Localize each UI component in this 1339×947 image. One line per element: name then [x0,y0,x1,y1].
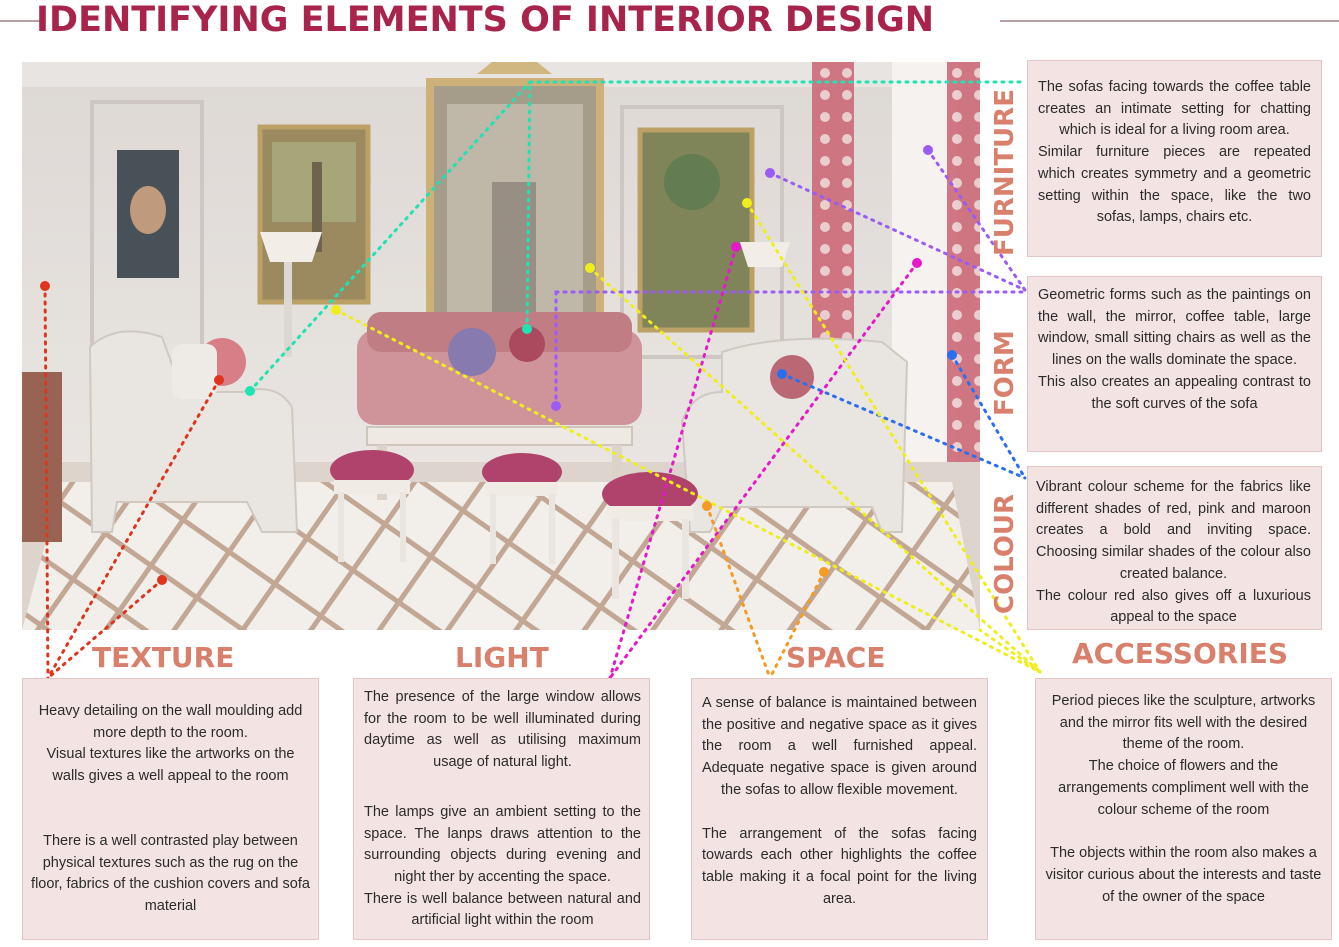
form-text-1: Geometric forms such as the paintings on the wall, the mirror, coffee table, large window, small sitting chairs as well as the lines on the walls dominate the space. [1038,287,1311,369]
living-room-photo [22,62,980,630]
colour-heading: COLOUR [990,493,1020,614]
texture-text-3: There is a well contrasted play between physical textures such as the rug on the floor, fabrics of the cushion covers and sofa material [31,832,310,914]
light-text-2: The lamps give an ambient setting to the space. The lanps draws attention to the surrounding objects during evening and night ther by accenting the space. [364,803,641,885]
accessories-box [1035,678,1332,940]
furniture-heading: FURNITURE [990,89,1020,256]
accessories-heading: ACCESSORIES [1072,637,1289,670]
space-text-1: A sense of balance is maintained between the positive and negative space as it gives the room a well furnished appeal. Adequate negative space is given around the sofas to allow flexible movement. [702,695,977,798]
form-box [1027,276,1322,452]
light-text-3: There is well balance between natural and artificial light within the room [364,890,641,929]
form-heading: FORM [990,330,1020,416]
accessories-text-1: Period pieces like the sculpture, artworks and the mirror fits well with the desired theme of the room. [1051,693,1316,753]
form-text-2: This also creates an appealing contrast to the soft curves of the sofa [1038,373,1311,412]
colour-box [1027,466,1322,630]
texture-box [22,678,319,940]
accessories-text-3: The objects within the room also makes a visitor curious about the interests and taste of the owner of the space [1045,845,1322,905]
colour-text-1: Vibrant colour scheme for the fabrics like different shades of red, pink and maroon creates a bold and inviting space. Choosing similar shades of the colour also created balance. [1036,479,1311,582]
furniture-box [1027,60,1322,257]
accessories-text-2: The choice of flowers and the arrangements compliment well with the colour scheme of the room [1058,758,1309,818]
texture-heading: TEXTURE [92,641,235,674]
space-text-2: The arrangement of the sofas facing towards each other highlights the coffee table making it a focal point for the living area. [702,825,977,907]
page-title: IDENTIFYING ELEMENTS OF INTERIOR DESIGN [36,0,935,40]
light-box [353,678,650,940]
title-rule-right [1000,20,1339,22]
texture-text-1: Heavy detailing on the wall moulding add more depth to the room. [38,703,303,741]
space-heading: SPACE [786,641,886,674]
light-text-1: The presence of the large window allows for the room to be well illuminated during daytime as well as utilising maximum usage of natural light. [364,689,641,771]
texture-text-2: Visual textures like the artworks on the walls gives a well appeal to the room [46,746,295,785]
colour-text-2: The colour red also gives off a luxurious appeal to the space [1036,587,1311,626]
space-box [691,678,988,940]
furniture-text-1: The sofas facing towards the coffee table creates an intimate setting for chatting which is ideal for a living room area. [1038,79,1311,139]
title-rule-left [0,20,40,22]
light-heading: LIGHT [455,641,549,674]
furniture-text-2: Similar furniture pieces are repeated which creates symmetry and a geometric setting within the space, like the two sofas, lamps, chairs etc. [1038,144,1311,226]
